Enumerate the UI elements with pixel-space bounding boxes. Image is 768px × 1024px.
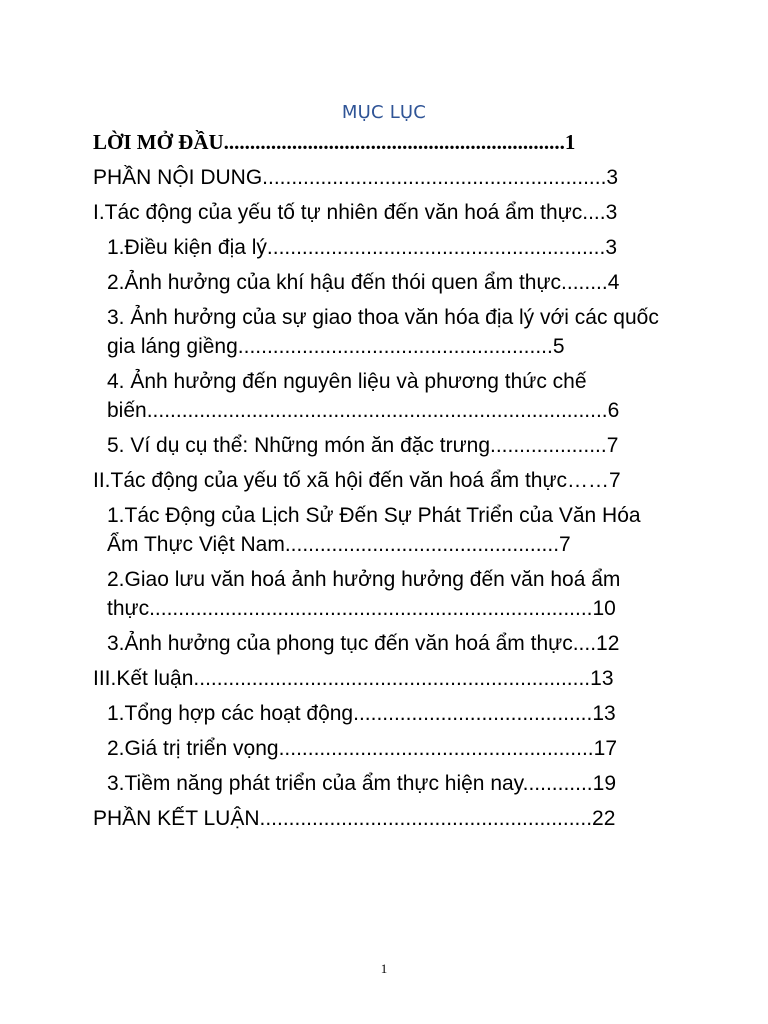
table-of-contents — [93, 128, 675, 839]
toc-entry-section-2-3[interactable]: 3.Ảnh hưởng của phong tục đến văn hoá ẩm thực....12 — [107, 632, 620, 655]
toc-entry-section-1-2[interactable]: 2.Ảnh hưởng của khí hậu đến thói quen ẩm thực........4 — [107, 271, 620, 294]
toc-entry-section-3[interactable]: III.Kết luận....................................................................13 — [93, 667, 614, 690]
toc-entry-section-3-2[interactable]: 2.Giá trị triển vọng......................................................17 — [107, 737, 617, 760]
page-number: 1 — [380, 961, 388, 976]
toc-entry-section-1-1[interactable]: 1.Điều kiện địa lý..........................................................3 — [107, 236, 617, 259]
toc-entry-phan-noi-dung[interactable]: PHẦN NỘI DUNG...........................................................3 — [93, 166, 619, 189]
toc-entry-section-2[interactable]: II.Tác động của yếu tố xã hội đến văn hoá ẩm thực……7 — [93, 469, 621, 492]
toc-entry-section-2-1[interactable]: 1.Tác Động của Lịch Sử Đến Sự Phát Triển của Văn Hóa Ẩm Thực Việt Nam...............................................7 — [107, 504, 641, 556]
toc-entry-section-1[interactable]: I.Tác động của yếu tố tự nhiên đến văn hoá ẩm thực....3 — [93, 201, 618, 224]
toc-entry-phan-ket-luan[interactable]: PHẦN KẾT LUẬN.........................................................22 — [93, 807, 616, 830]
page-title: MỤC LỤC — [341, 102, 427, 123]
toc-entry-section-1-3[interactable]: 3. Ảnh hưởng của sự giao thoa văn hóa địa lý với các quốc gia láng giềng......................................................5 — [107, 306, 659, 358]
toc-entry-section-1-5[interactable]: 5. Ví dụ cụ thể: Những món ăn đặc trưng....................7 — [107, 434, 619, 457]
toc-entry-section-3-1[interactable]: 1.Tổng hợp các hoạt động.........................................13 — [107, 702, 616, 725]
toc-entry-section-3-3[interactable]: 3.Tiềm năng phát triển của ẩm thực hiện nay............19 — [107, 772, 616, 795]
toc-entry-loi-mo-dau[interactable]: LỜI MỞ ĐẦU.................................................................1 — [93, 130, 576, 154]
toc-entry-section-1-4[interactable]: 4. Ảnh hưởng đến nguyên liệu và phương thức chế biến...............................................................................6 — [107, 370, 620, 422]
toc-entry-section-2-2[interactable]: 2.Giao lưu văn hoá ảnh hưởng hưởng đến văn hoá ẩm thực............................................................................10 — [107, 568, 621, 620]
